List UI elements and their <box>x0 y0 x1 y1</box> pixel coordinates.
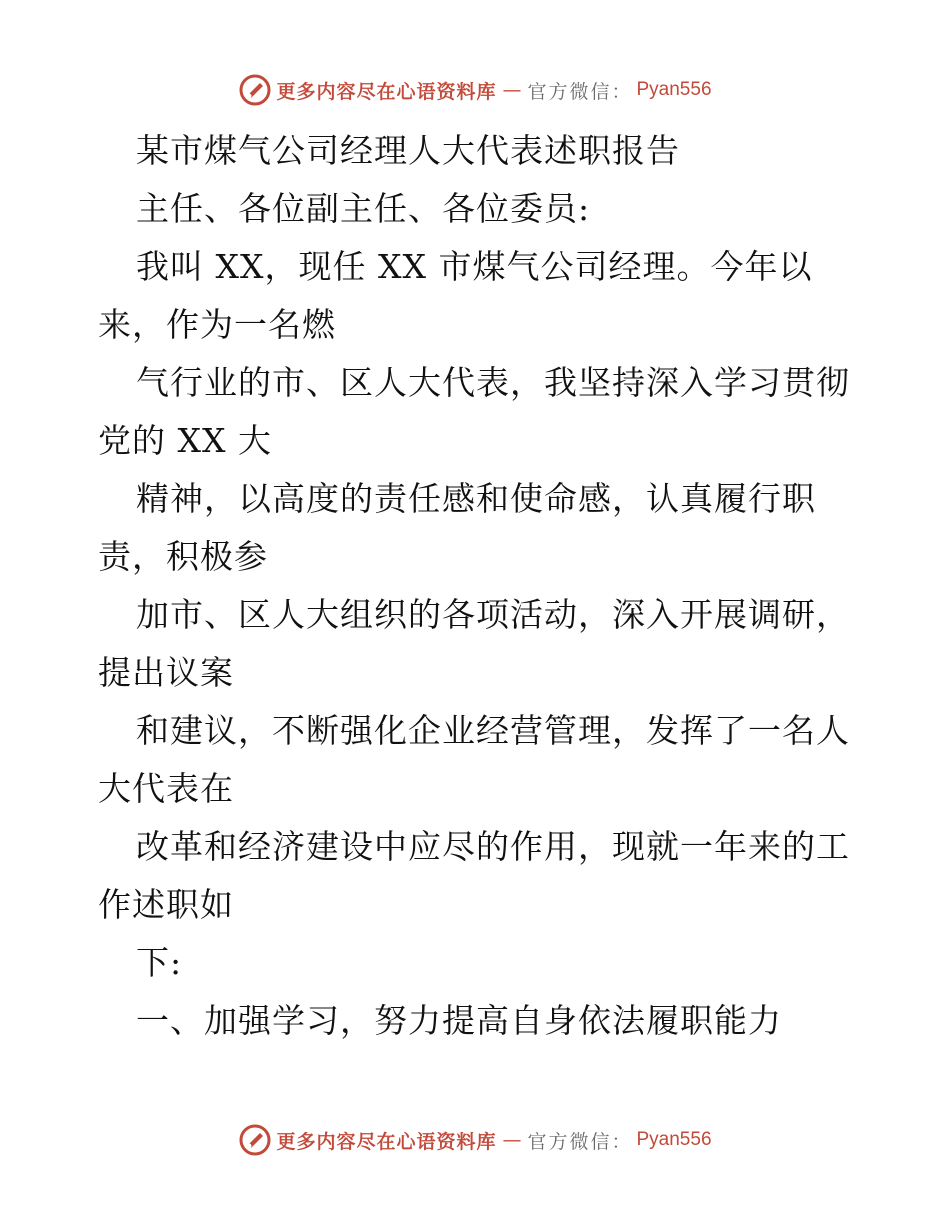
text-line: 加市、区人大组织的各项活动，深入开展调研， <box>136 595 850 634</box>
brand-logo-icon <box>238 1123 272 1157</box>
text-line: 下: <box>136 943 183 982</box>
brand-logo-icon <box>238 73 272 107</box>
text-line: 党的 XX 大 <box>98 421 272 460</box>
section-heading: 一、加强学习，努力提高自身依法履职能力 <box>136 1001 782 1040</box>
banner-dash: — <box>502 79 522 101</box>
text-line: 改革和经济建设中应尽的作用，现就一年来的工 <box>136 827 850 866</box>
text-line: 来，作为一名燃 <box>98 305 336 344</box>
header-watermark <box>0 70 950 110</box>
text-line: 我叫 XX，现任 XX 市煤气公司经理。今年以 <box>136 247 813 286</box>
text-line: 提出议案 <box>98 653 234 692</box>
text-line: 和建议，不断强化企业经营管理，发挥了一名人 <box>136 711 850 750</box>
banner-wechat-id: Pyan556 <box>636 79 712 100</box>
banner-official-label: 官方微信： <box>527 1130 633 1153</box>
text-line: 气行业的市、区人大代表，我坚持深入学习贯彻 <box>136 363 850 402</box>
footer-watermark <box>0 1120 950 1160</box>
banner-text: 更多内容尽在心语资料库 <box>276 80 497 103</box>
salutation: 主任、各位副主任、各位委员: <box>136 189 591 228</box>
banner-official-label: 官方微信： <box>527 80 633 103</box>
text-line: 大代表在 <box>98 769 234 808</box>
text-line: 作述职如 <box>98 885 234 924</box>
text-line: 责，积极参 <box>98 537 268 576</box>
document-body <box>98 122 868 1050</box>
banner-dash: — <box>502 1129 522 1151</box>
banner-text: 更多内容尽在心语资料库 <box>276 1130 497 1153</box>
document-title: 某市煤气公司经理人大代表述职报告 <box>136 131 680 170</box>
banner-wechat-id: Pyan556 <box>636 1129 712 1150</box>
text-line: 精神，以高度的责任感和使命感，认真履行职 <box>136 479 816 518</box>
